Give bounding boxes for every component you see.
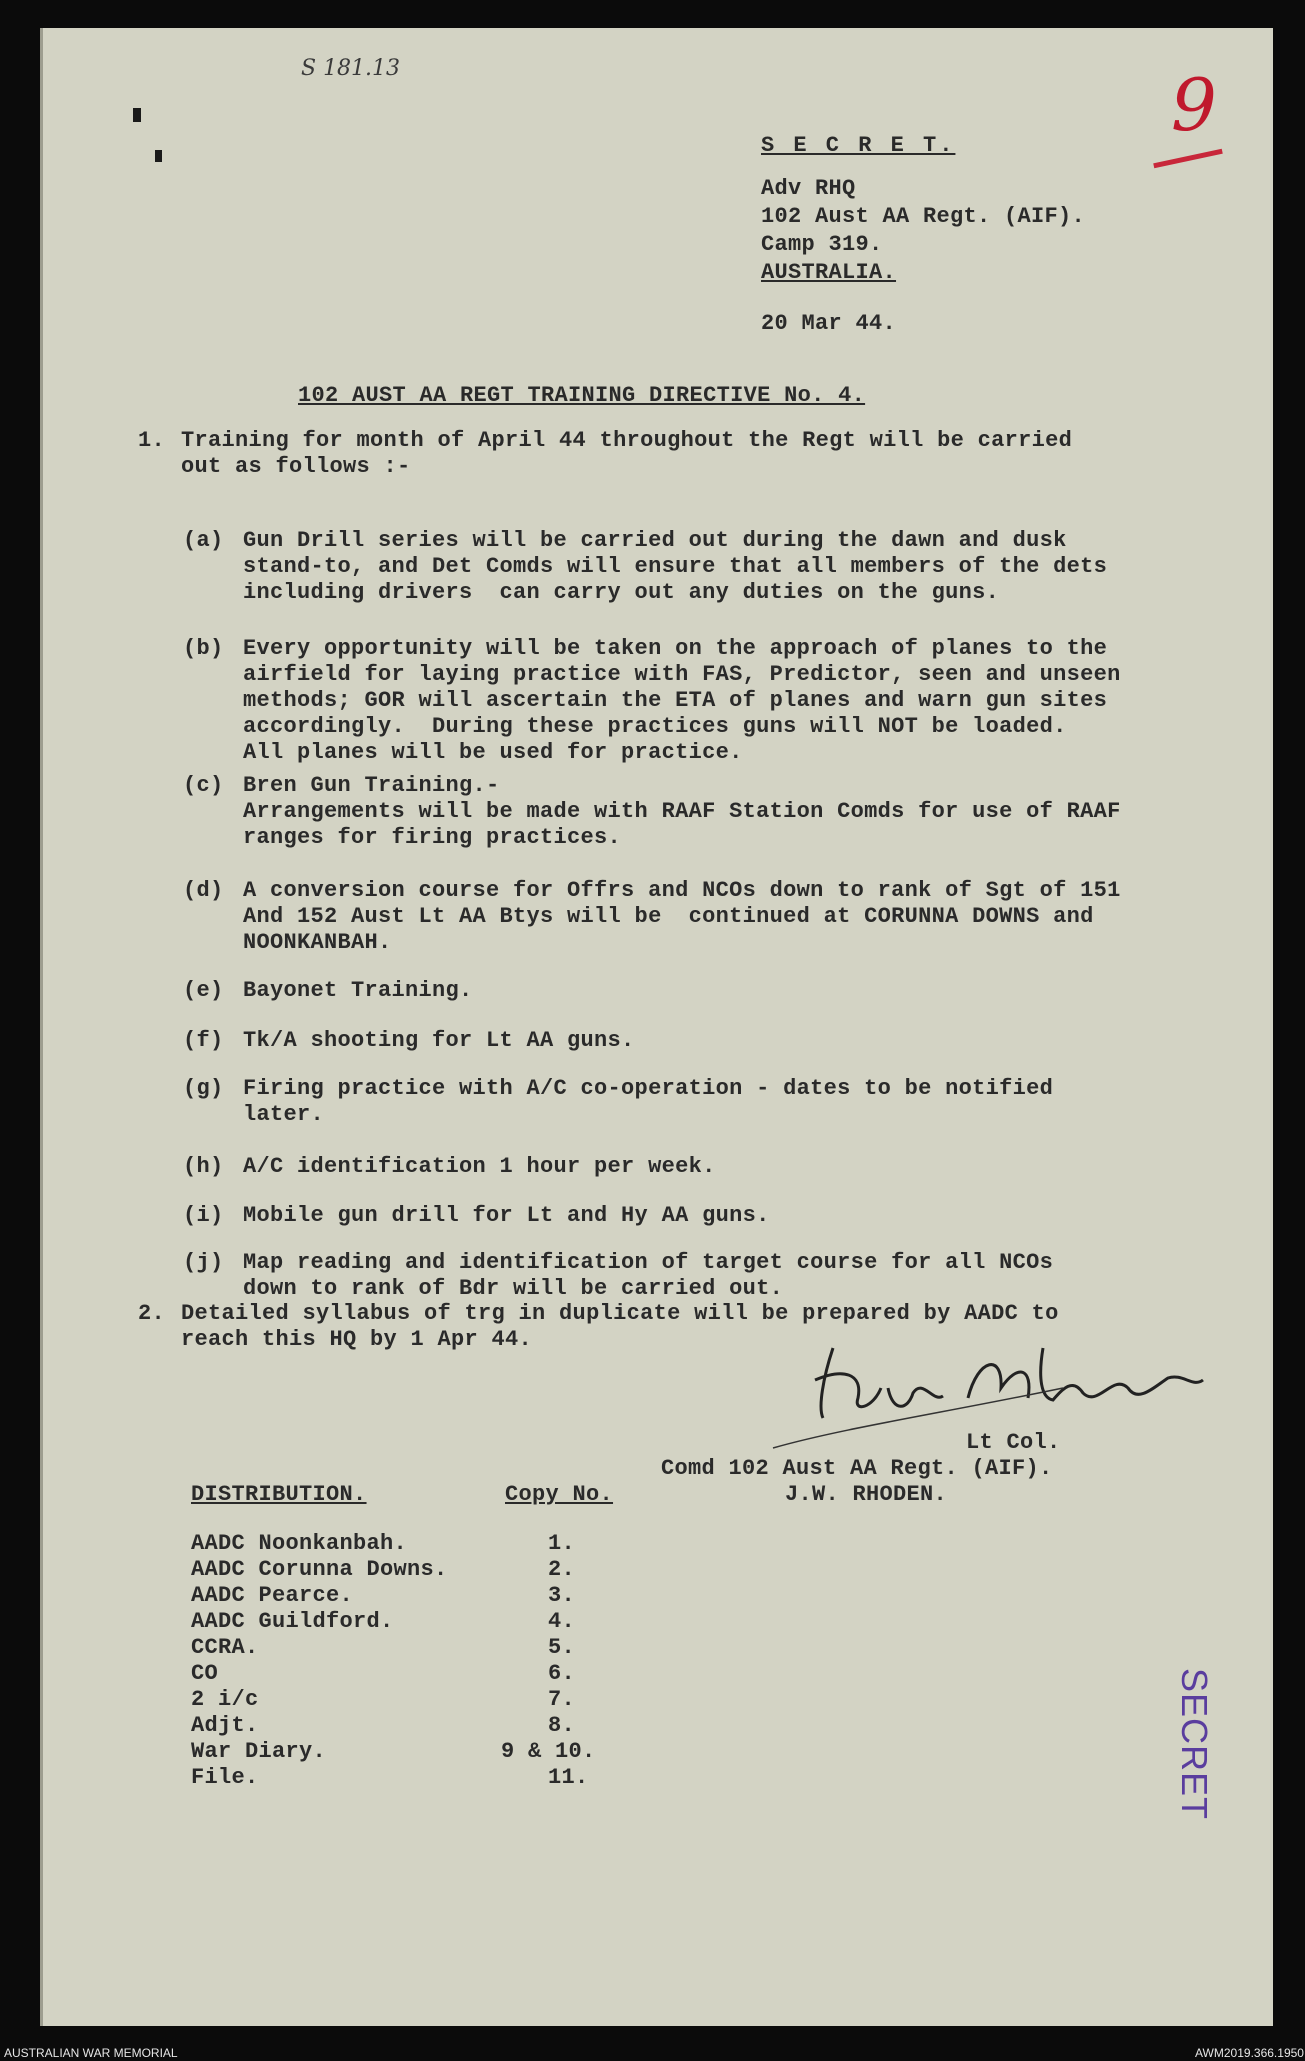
item-label: (b) xyxy=(183,636,224,661)
item-text-line: methods; GOR will ascertain the ETA of planes and warn gun sites xyxy=(243,688,1108,713)
signatory-appointment: Comd 102 Aust AA Regt. (AIF). xyxy=(661,1456,1053,1481)
item-label: (h) xyxy=(183,1154,224,1179)
distribution-copy-number: 2. xyxy=(548,1557,576,1582)
para-2-number: 2. xyxy=(138,1301,166,1326)
address-line: AUSTRALIA. xyxy=(761,260,897,285)
item-text-line: Mobile gun drill for Lt and Hy AA guns. xyxy=(243,1203,770,1228)
item-text-line: Gun Drill series will be carried out during the dawn and dusk xyxy=(243,528,1067,553)
distribution-copy-number: 6. xyxy=(548,1661,576,1686)
distribution-recipient: AADC Noonkanbah. xyxy=(191,1531,408,1556)
document-title: 102 AUST AA REGT TRAINING DIRECTIVE No. 4. xyxy=(298,383,866,408)
copy-number-heading: Copy No. xyxy=(505,1482,614,1507)
distribution-copy-number: 8. xyxy=(548,1713,576,1738)
para-1-intro-line: out as follows :- xyxy=(181,454,411,479)
punch-mark xyxy=(133,108,141,122)
item-text-line: Every opportunity will be taken on the approach of planes to the xyxy=(243,636,1108,661)
item-label: (g) xyxy=(183,1076,224,1101)
distribution-copy-number: 5. xyxy=(548,1635,576,1660)
classification-header: S E C R E T. xyxy=(761,133,956,158)
folio-number: 9 xyxy=(1171,63,1217,147)
item-text-line: Bren Gun Training.- xyxy=(243,773,500,798)
distribution-copy-number: 1. xyxy=(548,1531,576,1556)
signatory-rank: Lt Col. xyxy=(966,1430,1061,1455)
item-text-line: stand-to, and Det Comds will ensure that all members of the dets xyxy=(243,554,1108,579)
item-label: (c) xyxy=(183,773,224,798)
secret-stamp: SECRET xyxy=(1174,1668,1215,1821)
document-date: 20 Mar 44. xyxy=(761,311,897,336)
distribution-recipient: CO xyxy=(191,1661,219,1686)
para-1-number: 1. xyxy=(138,428,166,453)
item-text-line: And 152 Aust Lt AA Btys will be continued at CORUNNA DOWNS and xyxy=(243,904,1094,929)
document-page xyxy=(40,28,1273,2026)
distribution-recipient: AADC Pearce. xyxy=(191,1583,354,1608)
footer-institution: AUSTRALIAN WAR MEMORIAL xyxy=(4,2046,178,2060)
item-label: (a) xyxy=(183,528,224,553)
distribution-copy-number: 7. xyxy=(548,1687,576,1712)
item-text-line: ranges for firing practices. xyxy=(243,825,622,850)
item-label: (f) xyxy=(183,1028,224,1053)
red-underline-mark xyxy=(1153,149,1223,168)
item-text-line: NOONKANBAH. xyxy=(243,930,392,955)
distribution-copy-number: 9 & 10. xyxy=(501,1739,596,1764)
item-text-line: Arrangements will be made with RAAF Station Comds for use of RAAF xyxy=(243,799,1121,824)
item-text-line: including drivers can carry out any duties on the guns. xyxy=(243,580,1000,605)
address-line: Adv RHQ xyxy=(761,176,856,201)
item-text-line: Firing practice with A/C co-operation - dates to be notified xyxy=(243,1076,1054,1101)
item-text-line: down to rank of Bdr will be carried out. xyxy=(243,1276,784,1301)
punch-mark xyxy=(155,150,162,162)
distribution-recipient: AADC Corunna Downs. xyxy=(191,1557,448,1582)
item-text-line: Map reading and identification of target course for all NCOs xyxy=(243,1250,1054,1275)
item-text-line: accordingly. During these practices guns will NOT be loaded. xyxy=(243,714,1067,739)
item-text-line: All planes will be used for practice. xyxy=(243,740,743,765)
distribution-heading: DISTRIBUTION. xyxy=(191,1482,367,1507)
distribution-recipient: Adjt. xyxy=(191,1713,259,1738)
distribution-recipient: File. xyxy=(191,1765,259,1790)
distribution-recipient: War Diary. xyxy=(191,1739,327,1764)
signatory-name: J.W. RHODEN. xyxy=(785,1482,948,1507)
item-text-line: Tk/A shooting for Lt AA guns. xyxy=(243,1028,635,1053)
para-1-intro-line: Training for month of April 44 throughout the Regt will be carried xyxy=(181,428,1073,453)
distribution-copy-number: 4. xyxy=(548,1609,576,1634)
item-label: (e) xyxy=(183,978,224,1003)
para-2-line: reach this HQ by 1 Apr 44. xyxy=(181,1327,533,1352)
para-2-line: Detailed syllabus of trg in duplicate will be prepared by AADC to xyxy=(181,1301,1059,1326)
footer-accession-number: AWM2019.366.1950 xyxy=(1195,2046,1304,2060)
distribution-recipient: 2 i/c xyxy=(191,1687,259,1712)
item-text-line: Bayonet Training. xyxy=(243,978,473,1003)
distribution-copy-number: 3. xyxy=(548,1583,576,1608)
item-label: (i) xyxy=(183,1203,224,1228)
address-line: 102 Aust AA Regt. (AIF). xyxy=(761,204,1086,229)
item-text-line: A conversion course for Offrs and NCOs down to rank of Sgt of 151 xyxy=(243,878,1121,903)
distribution-recipient: AADC Guildford. xyxy=(191,1609,394,1634)
distribution-copy-number: 11. xyxy=(548,1765,589,1790)
item-text-line: later. xyxy=(243,1102,325,1127)
archive-reference: S 181.13 xyxy=(301,56,401,81)
item-text-line: A/C identification 1 hour per week. xyxy=(243,1154,716,1179)
address-line: Camp 319. xyxy=(761,232,883,257)
item-label: (d) xyxy=(183,878,224,903)
item-label: (j) xyxy=(183,1250,224,1275)
distribution-recipient: CCRA. xyxy=(191,1635,259,1660)
item-text-line: airfield for laying practice with FAS, Predictor, seen and unseen xyxy=(243,662,1121,687)
